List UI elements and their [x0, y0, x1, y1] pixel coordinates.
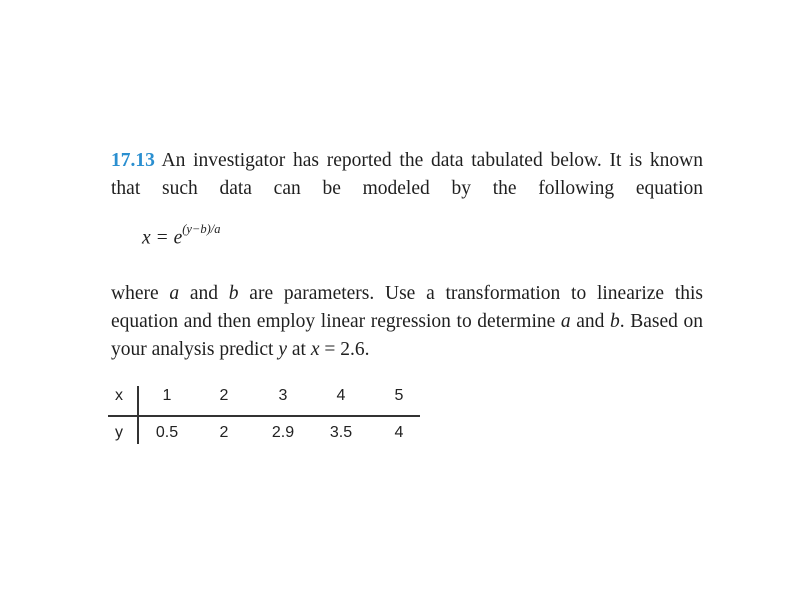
x-value-cell: 3 [278, 387, 288, 404]
equation-lhs: x = e [142, 227, 183, 249]
y-value-cell: 2 [219, 424, 229, 441]
text-eq-val: = 2.6. [319, 339, 370, 360]
y-value-cell: 3.5 [329, 424, 353, 441]
var-x: x [310, 339, 320, 360]
text-where: where [111, 283, 170, 304]
row-label-x: x [115, 387, 123, 404]
param-a-2: a [560, 311, 571, 332]
x-value-cell: 1 [162, 387, 172, 404]
equation-exponent: (y−b)/a [182, 222, 221, 236]
text-rest-2: . Based on your analysis predict [111, 311, 704, 360]
intro-text: An investigator has reported the data tabulated below. It is known that such data can be modeled by the following equation [111, 150, 703, 199]
model-equation [142, 222, 221, 250]
problem-number: 17.13 [111, 150, 155, 171]
problem-block [111, 147, 704, 360]
row-label-y: y [115, 424, 123, 441]
text-rest-1: are parameters. Use a transformation to linearize this equation and then employ linear regression to determine [111, 283, 703, 332]
var-y: y [278, 339, 287, 360]
text-and: and [179, 283, 229, 304]
y-value-cell: 2.9 [271, 424, 295, 441]
param-b-2: b [610, 311, 620, 332]
problem-instructions [111, 280, 703, 364]
text-and-2: and [570, 311, 611, 332]
x-value-cell: 5 [394, 387, 404, 404]
table-horizontal-rule [108, 415, 420, 417]
data-table [108, 383, 420, 455]
problem-intro [111, 147, 703, 203]
x-value-cell: 2 [219, 387, 229, 404]
text-at: at [287, 339, 311, 360]
param-b: b [228, 283, 239, 304]
y-value-cell: 0.5 [155, 424, 179, 441]
y-value-cell: 4 [394, 424, 404, 441]
x-value-cell: 4 [336, 387, 346, 404]
param-a: a [169, 283, 180, 304]
